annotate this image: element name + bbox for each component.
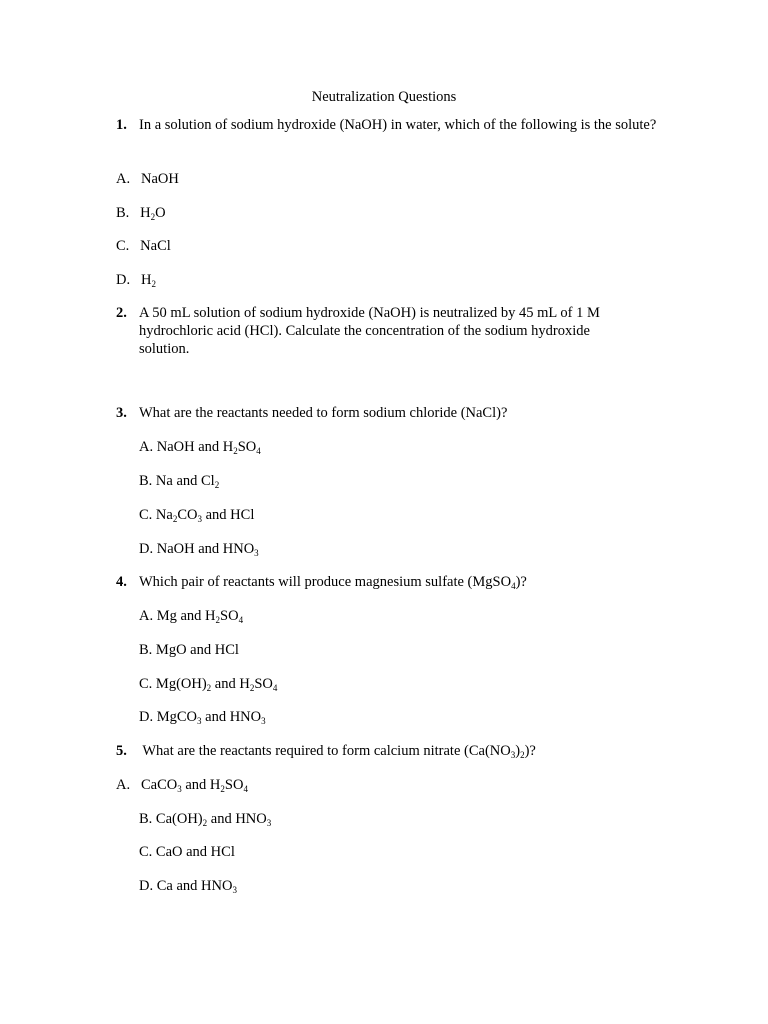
option-letter: B.	[116, 205, 130, 221]
answer-option: D. NaOH and $HNO_3$	[139, 541, 259, 558]
answer-option: A. NaOH	[116, 171, 179, 187]
question-text: What are the reactants required to form calcium nitrate $(Ca(NO_3)_2)$?	[139, 743, 536, 760]
answer-option: C. $Mg(OH)_2$ and $H_2SO_4$	[139, 676, 278, 693]
answer-option: A. NaOH and $H_2SO_4$	[139, 439, 261, 456]
answer-option: D. Ca and $HNO_3$	[139, 878, 237, 895]
answer-option: A. Mg and $H_2SO_4$	[139, 608, 244, 625]
question-number: 2.	[116, 305, 127, 321]
answer-option: B. Na and $Cl_2$	[139, 473, 220, 490]
answer-option: B. MgO and HCl	[139, 642, 239, 658]
answer-option: D. MgCO$_3$ and $HNO_3$	[139, 709, 266, 726]
answer-option: C. $Na_2CO_3$ and HCl	[139, 507, 255, 524]
option-letter: D.	[116, 272, 131, 288]
option-letter: A.	[116, 171, 131, 187]
question-text: Which pair of reactants will produce magnesium sulfate (MgSO$_4$)?	[139, 574, 527, 591]
answer-option: D. $H_2$	[116, 272, 156, 289]
answer-option: B. $H_2O$	[116, 205, 166, 222]
question-number: 4.	[116, 574, 127, 590]
option-letter: C.	[116, 238, 130, 254]
question-number: 5.	[116, 743, 127, 759]
question-text: In a solution of sodium hydroxide (NaOH) in water, which of the following is the solute?	[139, 117, 657, 133]
answer-option: A. CaCO$_3$ and $H_2SO_4$	[116, 777, 248, 794]
question-text: What are the reactants needed to form sodium chloride (NaCl)?	[139, 405, 508, 421]
page-title: Neutralization Questions	[311, 89, 457, 105]
answer-option: B. $Ca(OH)_2$ and $HNO_3$	[139, 811, 272, 828]
answer-option: C. CaO and HCl	[139, 844, 235, 860]
question-number: 1.	[116, 117, 127, 133]
question-text: A 50 mL solution of sodium hydroxide (NaOH) is neutralized by 45 mL of 1 M hydrochloric acid (HCl). Calculate the concentration of the sodium hydroxide solution.	[139, 305, 600, 357]
option-letter: A.	[116, 777, 131, 793]
question-number: 3.	[116, 405, 127, 421]
answer-option: C. NaCl	[116, 238, 171, 254]
